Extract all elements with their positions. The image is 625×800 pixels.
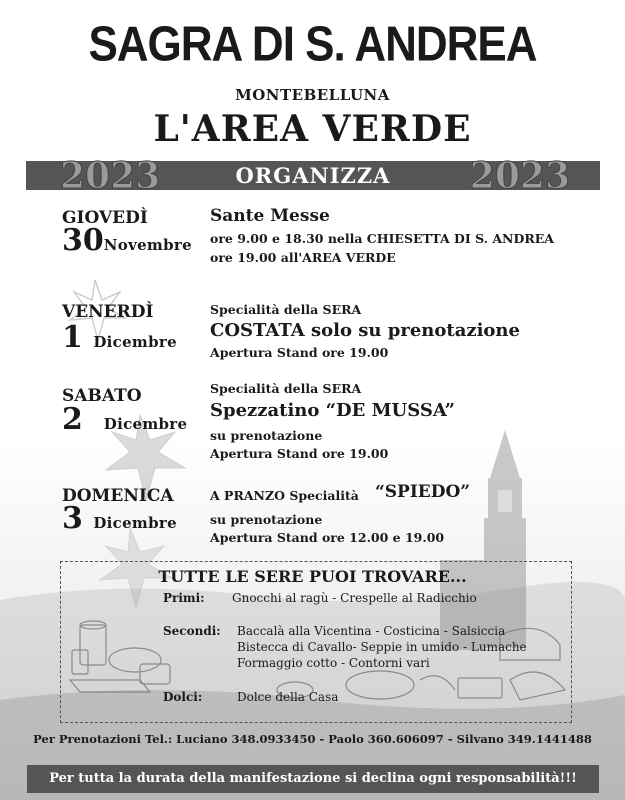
schedule-line: ore 19.00 all'AREA VERDE (210, 250, 396, 265)
schedule-line: Apertura Stand ore 19.00 (210, 446, 389, 461)
menu-items-secondi: Formaggio cotto - Contorni vari (237, 656, 430, 670)
date-month: Dicembre (93, 333, 177, 351)
day-date (62, 402, 188, 439)
menu-label-secondi: Secondi: (163, 624, 221, 638)
date-month: Novembre (103, 236, 192, 254)
schedule-line: Apertura Stand ore 19.00 (210, 345, 389, 360)
schedule-line: Specialità della SERA (210, 302, 362, 317)
organizza-label: ORGANIZZA (235, 163, 391, 188)
booking-contacts: Per Prenotazioni Tel.: Luciano 348.0933450 - Paolo 360.606097 - Silvano 349.1441488 (33, 732, 592, 746)
organizer-band (26, 155, 600, 197)
disclaimer-banner: Per tutta la durata della manifestazione si declina ogni responsabilità!!! (27, 765, 599, 793)
date-number: 2 (62, 402, 83, 437)
schedule-line: Sante Messe (210, 206, 330, 226)
day-date (62, 501, 177, 538)
date-number: 1 (62, 320, 83, 355)
schedule-line: Apertura Stand ore 12.00 e 19.00 (210, 530, 445, 545)
day-date (62, 320, 177, 357)
date-number: 3 (62, 501, 83, 536)
date-number: 30 (62, 223, 104, 258)
menu-label-dolci: Dolci: (163, 690, 203, 704)
schedule-line: su prenotazione (210, 428, 323, 443)
year-right: 2023 (469, 155, 570, 197)
menu-items-primi: Gnocchi al ragù - Crespelle al Radicchio (232, 591, 477, 605)
date-month: Dicembre (93, 514, 177, 532)
menu-items-secondi: Baccalà alla Vicentina - Costicina - Salsiccia (237, 624, 506, 638)
event-title: SAGRA DI S. ANDREA (88, 17, 537, 72)
day-name: VENERDÌ (62, 302, 154, 322)
schedule-line: “SPIEDO” (375, 482, 471, 502)
organizer-name: L'AREA VERDE (153, 108, 472, 150)
menu-heading: TUTTE LE SERE PUOI TROVARE... (158, 567, 467, 586)
schedule-line: COSTATA solo su prenotazione (210, 320, 520, 341)
event-location: MONTEBELLUNA (235, 86, 390, 104)
menu-items-dolci: Dolce della Casa (237, 690, 339, 704)
year-left: 2023 (60, 155, 161, 197)
schedule-line: A PRANZO Specialità (210, 488, 359, 503)
day-name: DOMENICA (62, 486, 174, 506)
day-date (62, 223, 192, 260)
schedule-line: Specialità della SERA (210, 381, 362, 396)
menu-items-secondi: Bistecca di Cavallo- Seppie in umido - Lumache (237, 640, 527, 654)
day-name: SABATO (62, 386, 142, 406)
schedule-line: ore 9.00 e 18.30 nella CHIESETTA DI S. ANDREA (210, 231, 554, 246)
schedule-line: su prenotazione (210, 512, 323, 527)
schedule-line: Spezzatino “DE MUSSA” (210, 400, 456, 421)
menu-label-primi: Primi: (163, 591, 205, 605)
date-month: Dicembre (103, 415, 188, 433)
day-name: GIOVEDÌ (62, 208, 148, 228)
